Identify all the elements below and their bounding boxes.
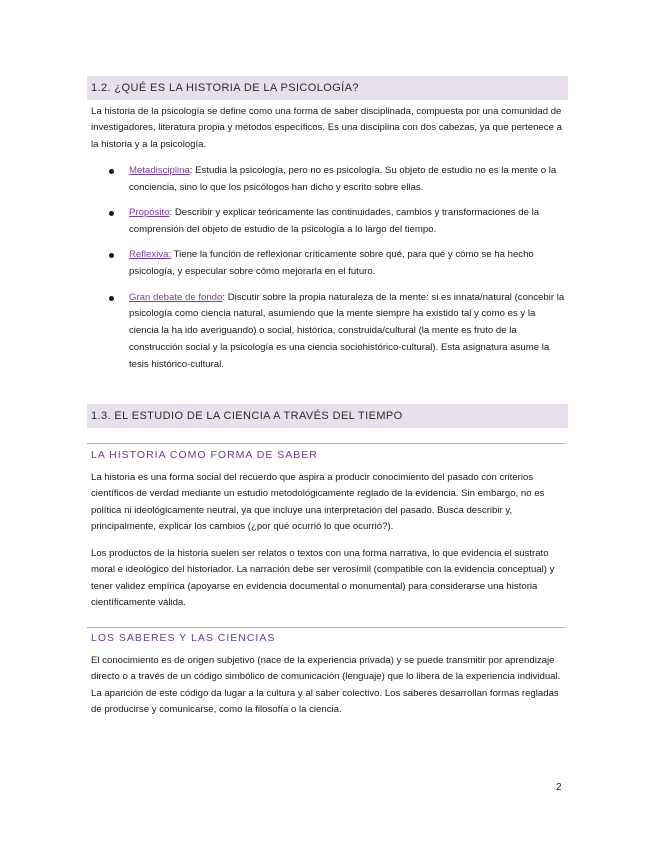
term-link[interactable]: Metadisciplina <box>129 165 190 176</box>
section-heading-1-3: 1.3. EL ESTUDIO DE LA CIENCIA A TRAVÉS DEL TIEMPO <box>87 404 568 428</box>
bullet-text: Tiene la función de reflexionar críticamente sobre qué, para qué y cómo se ha hecho psicología, y especular sobre cómo mejorarla en el futuro. <box>129 249 534 278</box>
term-link[interactable]: Reflexiva: <box>129 249 172 261</box>
paragraph: El conocimiento es de origen subjetivo (nace de la experiencia privada) y se puede transmitir por aprendizaje directo o a través de un código simbólico de comunicación (lenguaje) que lo libera de la experiencia individual. La aparición de este código da lugar a la cultura y al saber colectivo. Los saberes desarrollan formas regladas de producirse y comunicarse, como la filosofía o la ciencia. <box>91 655 561 716</box>
list-item <box>91 163 565 197</box>
term-link[interactable]: Propósito <box>129 207 170 219</box>
bullet-text: : Estudia la psicología, pero no es psicología. Su objeto de estudio no es la mente o la conciencia, sino lo que los psicólogos han dicho y escrito sobre ellas. <box>129 165 557 193</box>
bullet-text: : Discutir sobre la propia naturaleza de la mente: si es innata/natural (concebir la psicología como ciencia natural, asumiendo que la mente siempre ha existido tal y como es y la ciencia la ha ido averiguando) o social, histórica, construida/cultural (la mente es fruto de la construcción social y la psicología es una ciencia sociohistórico-cultural). Esta asignatura asume la tesis histórico-cultural. <box>129 291 565 370</box>
paragraph: Los productos de la historia suelen ser relatos o textos con una forma narrativa, lo que evidencia el sustrato moral e ideológico del historiador. La narración debe ser verosímil (compatible con la evidencia conceptual) y tener validez empírica (apoyarse en evidencia documental o monumental) para considerarse una historia científicamente válida. <box>91 548 555 609</box>
bullet-text: : Describir y explicar teóricamente las continuidades, cambios y transformaciones de la comprensión del objeto de estudio de la psicología a lo largo del tiempo. <box>129 207 540 235</box>
bullet-list <box>91 163 565 382</box>
list-item <box>91 205 565 239</box>
intro-paragraph: La historia de la psicología se define como una forma de saber disciplinada, compuesta por una comunidad de investigadores, literatura propia y métodos específicos. Es una disciplina con dos cabezas, ya que pertenece a la historia y a la psicología. <box>91 106 562 150</box>
paragraph: La historia es una forma social del recuerdo que aspira a producir conocimiento del pasado con criterios científicos de verdad mediante un estudio metodológicamente reglado de la evidencia. Sin embargo, no es política ni ideológicamente neutral, ya que incluye una interpretación del pasado. Busca describir y, principalmente, explicar los cambios (¿por qué ocurrió lo que ocurrió?). <box>91 472 545 533</box>
term-link[interactable]: Gran debate de fondo <box>129 291 223 303</box>
bullet-dot-icon <box>109 253 114 258</box>
bullet-dot-icon <box>109 211 114 216</box>
page-number: 2 <box>556 782 562 793</box>
section-heading-1-2: 1.2. ¿QUÉ ES LA HISTORIA DE LA PSICOLOGÍA? <box>87 76 568 100</box>
bullet-dot-icon <box>109 169 114 174</box>
subsection-top-rule <box>87 443 565 444</box>
subsection-title: LA HISTORIA COMO FORMA DE SABER <box>91 449 318 461</box>
subsection-title: LOS SABERES Y LAS CIENCIAS <box>91 632 276 644</box>
bullet-dot-icon <box>109 296 114 301</box>
list-item <box>91 290 565 374</box>
subsection-top-rule <box>87 627 565 628</box>
list-item <box>91 247 565 281</box>
